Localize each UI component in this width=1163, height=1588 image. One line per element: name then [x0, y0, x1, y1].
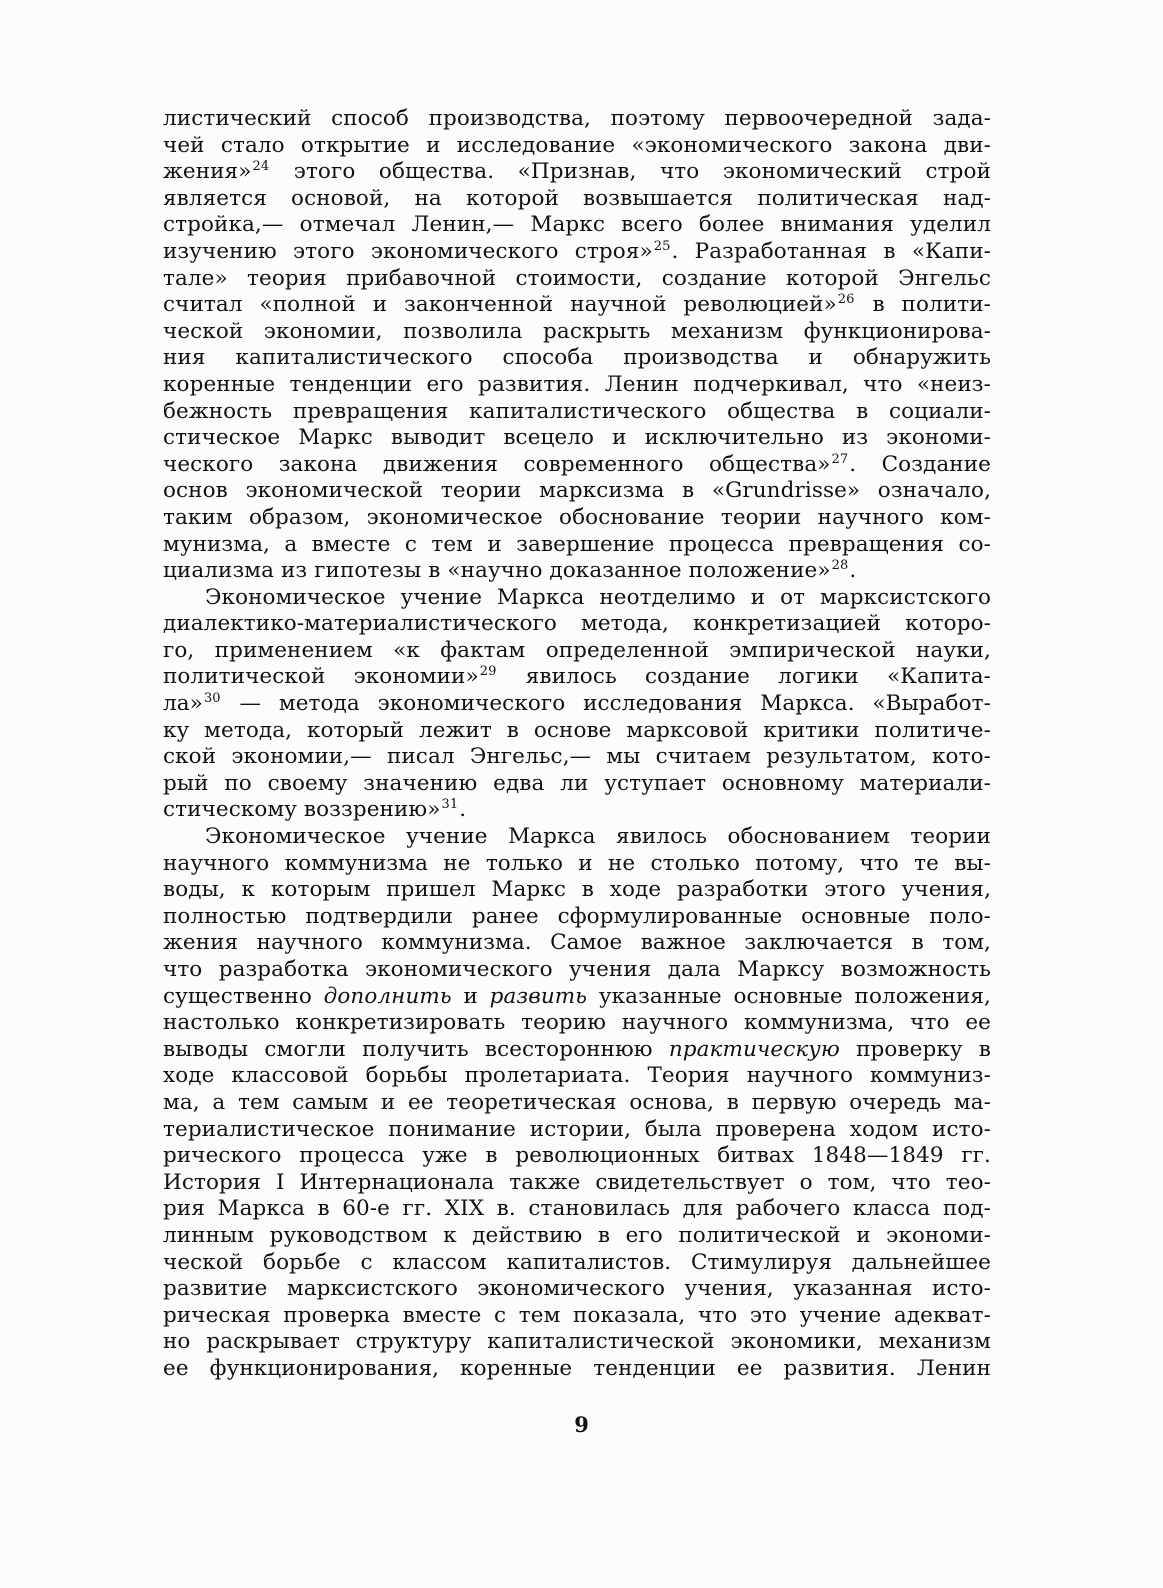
text-line	[163, 532, 991, 559]
text-run: является основой, на которой возвышается политическая над-	[163, 185, 991, 211]
text-run: что разработка экономического учения дала Марксу возможность	[163, 957, 991, 982]
text-run: научного коммунизма не только и не столько потому, что те вы-	[163, 850, 991, 876]
text-line	[163, 239, 991, 266]
text-line	[163, 1276, 991, 1303]
text-line	[163, 399, 991, 426]
text-line	[163, 478, 991, 505]
text-line	[163, 1037, 991, 1064]
text-run: стическое Маркс выводит всецело и исключительно из экономи-	[163, 425, 991, 451]
text-line	[163, 930, 991, 957]
text-run: . Создание	[849, 451, 991, 477]
paragraph	[163, 824, 991, 1382]
text-run: ку метода, который лежит в основе марксовой критики политиче-	[163, 717, 991, 743]
footnote-ref: 29	[479, 664, 497, 680]
text-line	[163, 877, 991, 904]
body-text	[163, 106, 991, 1383]
text-line	[163, 505, 991, 532]
text-run: линным руководством к действию в его политической и экономи-	[163, 1222, 991, 1248]
text-run: листический способ производства, поэтому первоочередной зада-	[163, 106, 991, 131]
text-line	[163, 1010, 991, 1037]
text-run: циализма из гипотезы в «научно доказанное положение»	[163, 558, 831, 584]
text-line	[163, 425, 991, 452]
footnote-ref: 28	[831, 558, 849, 574]
text-run: явилось создание логики «Капита-	[525, 664, 991, 690]
text-run: и	[451, 983, 490, 1009]
text-run: настолько конкретизировать теорию научного коммунизма, что ее	[163, 1010, 991, 1036]
text-run: воды, к которым пришел Маркс в ходе разработки этого учения,	[163, 877, 991, 903]
text-run: существенно	[163, 983, 324, 1009]
text-line	[163, 1329, 991, 1356]
text-line	[163, 638, 991, 665]
text-run: стройка,— отмечал Ленин,— Маркс всего более внимания уделил	[163, 212, 991, 238]
text-run: этого общества. «Признав, что экономический строй	[293, 159, 991, 185]
text-run: развитие марксистского экономического учения, указанная исто-	[163, 1276, 991, 1302]
text-run: бежность превращения капиталистического общества в социали-	[163, 398, 991, 424]
text-run: тале» теория прибавочной стоимости, создание которой Энгельс	[163, 265, 991, 291]
text-line	[163, 797, 991, 824]
text-run: но раскрывает структуру капиталистической экономики, механизм	[163, 1329, 991, 1355]
emphasis: развить	[489, 983, 588, 1009]
footnote-ref: 30	[203, 691, 221, 707]
text-line	[163, 611, 991, 638]
text-run: ее функционирования, коренные тенденции ее развития. Ленин	[163, 1355, 991, 1381]
text-line	[163, 984, 991, 1011]
text-run: стическому воззрению»	[163, 797, 441, 823]
text-line	[163, 452, 991, 479]
paragraph	[163, 106, 991, 585]
text-line	[163, 664, 991, 691]
emphasis: дополнить	[323, 983, 452, 1009]
text-line	[163, 1117, 991, 1144]
text-run: .	[459, 797, 467, 823]
text-line	[163, 1170, 991, 1197]
text-line	[163, 558, 991, 585]
text-run: ла»	[163, 691, 203, 717]
text-run: ходе классовой борьбы пролетариата. Теория научного коммуниз-	[163, 1063, 991, 1089]
text-line	[163, 1143, 991, 1170]
text-line	[163, 133, 991, 160]
footnote-ref: 31	[441, 797, 459, 813]
text-line	[163, 1223, 991, 1250]
text-run: мунизма, а вместе с тем и завершение процесса превращения со-	[163, 531, 991, 557]
text-run: рия Маркса в 60-е гг. XIX в. становилась для рабочего класса под-	[163, 1196, 991, 1222]
text-run: Экономическое учение Маркса неотделимо и от марксистского	[205, 584, 991, 610]
text-line	[163, 186, 991, 213]
text-run: ской экономии,— писал Энгельс,— мы считаем результатом, кото-	[163, 744, 991, 770]
text-run: указанные основные положения,	[587, 983, 991, 1009]
text-line	[163, 718, 991, 745]
text-run: жения научного коммунизма. Самое важное заключается в том,	[163, 930, 991, 956]
text-line	[163, 1196, 991, 1223]
text-line	[163, 319, 991, 346]
text-line	[163, 691, 991, 718]
text-run: проверку в	[839, 1036, 991, 1062]
text-run: ния капиталистического способа производства и обнаружить	[163, 345, 991, 371]
text-run: ческой борьбе с классом капиталистов. Стимулируя дальнейшее	[163, 1249, 991, 1275]
text-run: основ экономической теории марксизма в «Grundrisse» означало,	[163, 478, 991, 504]
footnote-ref: 25	[653, 238, 671, 254]
text-line	[163, 345, 991, 372]
text-run: полностью подтвердили ранее сформулированные основные поло-	[163, 903, 991, 929]
text-run: изучению этого экономического строя»	[163, 238, 653, 264]
text-run: ческой экономии, позволила раскрыть механизм функционирова-	[163, 318, 991, 344]
text-run: коренные тенденции его развития. Ленин подчеркивал, что «неиз-	[163, 371, 991, 397]
text-line	[163, 1356, 991, 1383]
text-run: таким образом, экономическое обоснование теории научного ком-	[163, 504, 991, 530]
text-run: рый по своему значению едва ли уступает основному материали-	[163, 770, 991, 796]
text-run: жения»	[163, 159, 252, 185]
text-line	[163, 372, 991, 399]
text-run: считал «полной и законченной научной революцией»	[163, 292, 837, 318]
text-line	[163, 266, 991, 293]
text-line	[163, 212, 991, 239]
text-run: выводы смогли получить всестороннюю	[163, 1036, 669, 1062]
text-run: рического процесса уже в революционных битвах 1848—1849 гг.	[163, 1143, 991, 1169]
text-run: го, применением «к фактам определенной эмпирической науки,	[163, 637, 991, 663]
text-line	[163, 1090, 991, 1117]
text-run: диалектико-материалистического метода, конкретизацией которо-	[163, 611, 991, 637]
text-line	[163, 292, 991, 319]
text-line	[163, 585, 991, 612]
page-number: 9	[574, 1412, 589, 1437]
paragraph	[163, 585, 991, 824]
text-run: .	[849, 558, 857, 584]
text-line	[163, 904, 991, 931]
footnote-ref: 24	[252, 159, 270, 175]
footnote-ref: 26	[837, 292, 855, 308]
text-line	[163, 1303, 991, 1330]
text-line	[163, 106, 991, 133]
text-run: чей стало открытие и исследование «экономического закона дви-	[163, 132, 991, 158]
text-line	[163, 159, 991, 186]
text-run: ма, а тем самым и ее теоретическая основа, в первую очередь ма-	[163, 1089, 991, 1115]
text-run: политической экономии»	[163, 664, 479, 690]
text-run: — метода экономического исследования Маркса. «Выработ-	[239, 691, 992, 717]
text-line	[163, 771, 991, 798]
text-run: История I Интернационала также свидетельствует о том, что тео-	[163, 1169, 991, 1195]
text-line	[163, 1250, 991, 1277]
text-line	[163, 1063, 991, 1090]
text-line	[163, 851, 991, 878]
text-run: ческого закона движения современного общества»	[163, 451, 831, 477]
text-line	[163, 744, 991, 771]
text-line	[163, 957, 991, 984]
text-run: Экономическое учение Маркса явилось обоснованием теории	[205, 824, 991, 850]
text-run: рическая проверка вместе с тем показала, что это учение адекват-	[163, 1302, 991, 1328]
text-run: в полити-	[872, 292, 992, 318]
text-run: . Разработанная в «Капи-	[671, 238, 991, 264]
footnote-ref: 27	[831, 451, 849, 467]
text-run: териалистическое понимание истории, была проверена ходом исто-	[163, 1116, 991, 1142]
text-line	[163, 824, 991, 851]
emphasis: практическую	[668, 1036, 840, 1062]
